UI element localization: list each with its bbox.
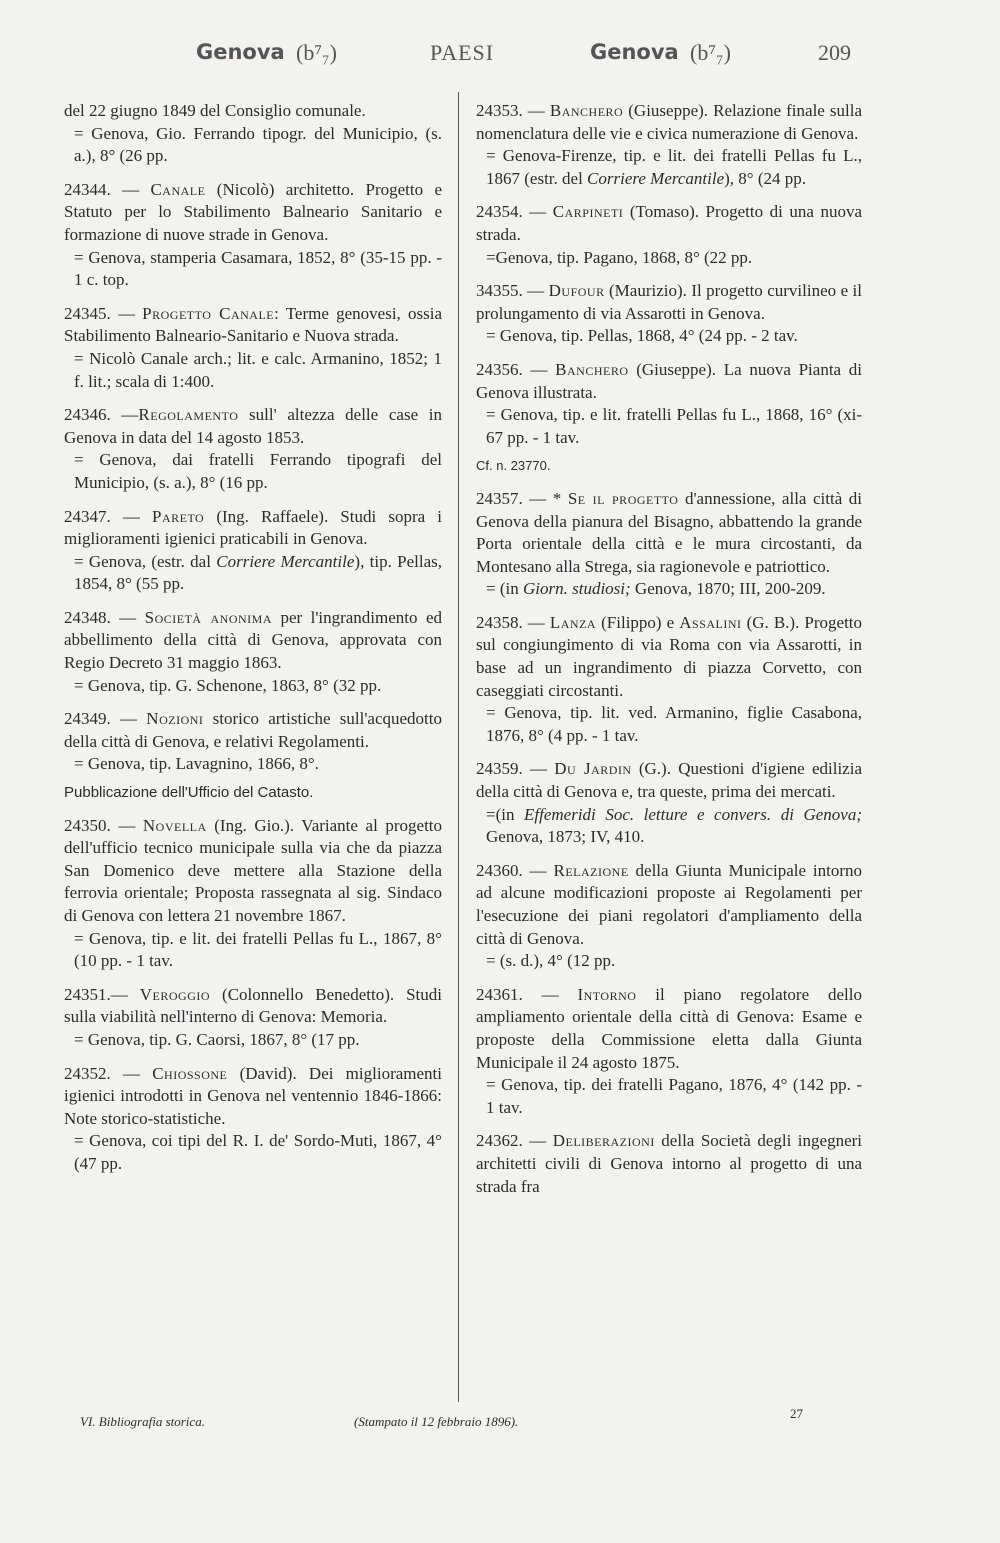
bibliography-entry (64, 815, 442, 973)
entry-body (64, 303, 442, 348)
entry-text: (Ing. Raffaele). Studi sopra i miglioramenti igienici praticabili in Genova. (64, 506, 442, 549)
bibliography-entry (64, 984, 442, 1052)
entry-number: 24362. — (476, 1131, 553, 1151)
entry-author: Du Jardin (554, 759, 632, 779)
entry-imprint: =Genova, tip. Pagano, 1868, 8° (22 pp. (486, 247, 753, 267)
entry-imprint: = Genova, tip. dei fratelli Pagano, 1876, 4° (142 pp. - 1 tav. (486, 1075, 862, 1117)
entry-body (64, 607, 442, 675)
cross-reference-note: Cf. n. 23770. (476, 458, 551, 474)
entry-body (64, 404, 442, 449)
entry-author: Pareto (151, 506, 205, 526)
entry-imprint: = Genova, coi tipi del R. I. de' Sordo-Muti, 1867, 4° (47 pp. (74, 1131, 442, 1173)
entry-imprint: = Genova, tip. e lit. dei fratelli Pellas fu L., 1867, 8° (10 pp. - 1 tav. (74, 928, 442, 971)
entry-imprint: = Genova, Gio. Ferrando tipogr. del Municipio, (s. a.), 8° (26 pp. (74, 123, 442, 166)
periodical-title: Corriere Mercantile (587, 168, 725, 188)
header-right-title: Genova (590, 40, 679, 64)
entry-number: 24348. — (64, 607, 145, 627)
entry-author: Lanza (549, 612, 597, 632)
bibliography-entry (476, 984, 862, 1120)
entry-author: Carpineti (552, 202, 624, 222)
entry-author: Deliberazioni (552, 1131, 655, 1151)
entry-number: 24357. — * (476, 488, 568, 508)
entry-number: 24344. — (64, 179, 151, 199)
imprint-text: ), tip. Pellas, 1854, 8° (55 pp. (74, 551, 443, 594)
imprint-text: = Genova, (estr. dal (74, 551, 217, 571)
footer-print-date: (Stampato il 12 febbraio 1896). (354, 1414, 519, 1429)
entry-author: Società anonima (144, 607, 273, 627)
entry-number: 24349. — (64, 709, 147, 729)
entry-author: Novella (142, 815, 207, 835)
entry-number: 24350. — (64, 815, 143, 835)
entry-number: 24346. — (64, 405, 139, 425)
entry-number: 24359. — (476, 759, 555, 779)
bibliography-entry (64, 1063, 442, 1176)
entry-number: 24345. — (64, 303, 143, 323)
imprint-text: = Genova-Firenze, tip. e lit. dei fratelli Pellas fu L., 1867 (estr. del (486, 146, 862, 188)
entry-text: (Ing. Gio.). Variante al progetto dell'ufficio tecnico municipale sulla via che da piazza San Domenico deve mettere alla Stazione della ferrovia orientale; Proposta rassegnata al sig. Sindaco di Genova con lettera 21 novembre 1867. (64, 815, 443, 925)
header-section-title: PAESI (430, 40, 495, 65)
entry-body (476, 1130, 862, 1198)
bibliography-entry (476, 488, 862, 601)
entry-number: 24361. — (476, 984, 578, 1004)
entry-text: del 22 giugno 1849 del Consiglio comunale. (64, 101, 366, 120)
entry-body (476, 359, 862, 404)
entry-imprint: = Genova, tip. lit. ved. Armanino, figlie Casabona, 1876, 8° (4 pp. - 1 tav. (486, 703, 862, 745)
imprint-text: Genova, 1870; III, 200-209. (630, 579, 826, 599)
entry-author: Veroggio (139, 984, 211, 1004)
imprint-text: = (in (486, 579, 523, 599)
entry-number: 24354. — (476, 202, 553, 222)
entry-note: Pubblicazione dell'Ufficio del Catasto. (64, 784, 314, 802)
entry-imprint: = Genova, tip. G. Schenone, 1863, 8° (32 pp. (74, 675, 382, 695)
entry-number: 24356. — (476, 359, 556, 379)
entry-body (476, 488, 862, 578)
bibliography-entry (64, 100, 442, 168)
entry-author: Regolamento (138, 405, 239, 425)
entry-text: (G. B.). Progetto sul congiungimento di via Roma con via Assarotti, in base ad un ingrandimento di piazza Corvetto, con caseggiati circostanti. (476, 612, 863, 700)
entry-author: Banchero (549, 101, 624, 120)
entry-text: : Terme genovesi, ossia Stabilimento Balneario-Sanitario e Nuova strada. (64, 303, 442, 346)
entry-imprint: = Genova, tip. Lavagnino, 1866, 8°. (74, 754, 319, 774)
entry-imprint: = Genova, stamperia Casamara, 1852, 8° (35-15 pp. - 1 c. top. (74, 247, 442, 290)
entry-author: Progetto Canale (142, 303, 275, 323)
entry-imprint: = Genova, tip. Pellas, 1868, 4° (24 pp. - 2 tav. (486, 326, 798, 346)
bibliography-entry (64, 179, 442, 292)
left-column (64, 100, 442, 1187)
entry-number: 24347. — (64, 506, 152, 526)
entry-body (64, 179, 442, 247)
bibliography-entry (476, 860, 862, 973)
entry-body (476, 612, 862, 702)
entry-text: della Giunta Municipale intorno ad alcune modificazioni proposte ai Regolamenti per l'esecuzione dei piani regolatori d'ampliamento della città di Genova. (476, 860, 862, 948)
entry-number: 24351.— (64, 984, 140, 1004)
bibliography-entry (64, 607, 442, 697)
imprint-text: =(in (486, 804, 525, 824)
entry-author: Banchero (555, 359, 629, 379)
entry-imprint: = Genova, dai fratelli Ferrando tipografi del Municipio, (s. a.), 8° (16 pp. (74, 450, 442, 492)
entry-imprint (476, 145, 862, 190)
bibliography-entry (476, 612, 862, 748)
entry-text: (Giuseppe). La nuova Pianta di Genova illustrata. (476, 359, 863, 402)
entry-text: (Maurizio). Il progetto curvilineo e il prolungamento di via Assarotti in Genova. (476, 281, 863, 323)
right-column (476, 100, 862, 1209)
header-right-subtitle: (b⁷₇) (690, 40, 731, 65)
entry-body (64, 984, 442, 1029)
header-left-title: Genova (196, 40, 285, 64)
periodical-title: Giorn. studiosi; (522, 579, 631, 599)
entry-number: 34355. — (476, 281, 549, 301)
entry-text: (Filippo) e (596, 612, 680, 632)
entry-text: (G.). Questioni d'igiene edilizia della città di Genova e, tra queste, prima dei mercati. (476, 759, 862, 802)
entry-body (476, 280, 862, 325)
periodical-title: Corriere Mercantile (216, 551, 355, 571)
running-header (0, 40, 1000, 76)
entry-author: Relazione (553, 860, 629, 880)
entry-body (64, 100, 442, 123)
entry-author: Chiossone (152, 1063, 228, 1083)
entry-body (476, 984, 862, 1074)
entry-imprint: = Nicolò Canale arch.; lit. e calc. Armanino, 1852; 1 f. lit.; scala di 1:400. (74, 348, 442, 391)
bibliography-entry (476, 280, 862, 348)
entry-body (476, 860, 862, 950)
entry-number: 24352. — (64, 1063, 153, 1083)
entry-text: della Società degli ingegneri architetti civili di Genova intorno al progetto di una strada fra (476, 1131, 863, 1196)
entry-author: Se il progetto (567, 488, 679, 508)
entry-body (64, 506, 442, 551)
entry-imprint (476, 578, 862, 601)
bibliography-entry (476, 201, 862, 269)
entry-imprint (476, 804, 862, 849)
page-number: 209 (818, 40, 851, 65)
entry-body (476, 758, 862, 803)
entry-text: (Giuseppe). Relazione finale sulla nomenclatura delle vie e civica numerazione di Genova. (476, 101, 862, 143)
imprint-text: ), 8° (24 pp. (724, 168, 806, 188)
bibliography-entry (64, 708, 442, 776)
entry-text: d'annessione, alla città di Genova della pianura del Bisagno, abbattendo la grande Porta orientale della città e le mura circostanti, da Montesano alla Strega, sia ragionevole e patriottico. (476, 488, 863, 576)
periodical-title: Effemeridi Soc. letture e convers. di Genova; (524, 804, 862, 824)
bibliography-entry (476, 1130, 862, 1198)
entry-text: (Tomaso). Progetto di una nuova strada. (476, 202, 862, 244)
entry-author: Dufour (548, 281, 605, 301)
entry-coauthor: Assalini (679, 612, 742, 632)
bibliography-entry (476, 100, 862, 190)
bibliography-entry (64, 303, 442, 393)
entry-author: Intorno (577, 984, 637, 1004)
header-left-subtitle: (b⁷₇) (296, 40, 337, 65)
entry-number: 24358. — (476, 612, 550, 632)
bibliography-entry (476, 359, 862, 449)
entry-imprint (64, 551, 442, 596)
entry-body (64, 1063, 442, 1131)
entry-text: il piano regolatore dello ampliamento orientale della città di Genova: Esame e proposte della Commissione eletta dalla Giunta Municipale il 24 agosto 1875. (476, 984, 862, 1072)
page-footer (0, 1406, 1000, 1438)
entry-text: sull' altezza delle case in Genova in data del 14 agosto 1853. (64, 405, 443, 447)
entry-number: 24353. — (476, 101, 550, 120)
entry-imprint: = (s. d.), 4° (12 pp. (486, 951, 616, 971)
entry-author: Nozioni (146, 709, 204, 729)
column-divider (458, 92, 459, 1402)
entry-body (64, 708, 442, 753)
entry-text: (David). Dei miglioramenti igienici introdotti in Genova nel ventennio 1846-1866: Note storico-statistiche. (64, 1063, 442, 1128)
bibliography-entry (64, 506, 442, 596)
bibliography-entry (476, 758, 862, 848)
entry-text: storico artistiche sull'acquedotto della città di Genova, e relativi Regolamenti. (64, 709, 442, 751)
entry-body (476, 100, 862, 145)
entry-imprint: = Genova, tip. G. Caorsi, 1867, 8° (17 pp. (74, 1029, 360, 1049)
bibliography-entry (64, 404, 442, 494)
entry-number: 24360. — (476, 860, 554, 880)
entry-text: (Nicolò) architetto. Progetto e Statuto per lo Stabilimento Balneario Sanitario e formazione di nuove strade in Genova. (64, 179, 442, 244)
entry-author: Canale (150, 179, 206, 199)
footer-section-label: VI. Bibliografia storica. (80, 1414, 205, 1429)
entry-body (64, 815, 442, 928)
entry-imprint: = Genova, tip. e lit. fratelli Pellas fu L., 1868, 16° (xi-67 pp. - 1 tav. (486, 405, 862, 447)
entry-text: per l'ingrandimento ed abbellimento della città di Genova, approvata con Regio Decreto 31 maggio 1863. (64, 607, 443, 673)
footer-signature-number: 27 (790, 1406, 803, 1421)
entry-text: (Colonnello Benedetto). Studi sulla viabilità nell'interno di Genova: Memoria. (64, 984, 443, 1027)
entry-body (476, 201, 862, 246)
imprint-text: Genova, 1873; IV, 410. (486, 827, 645, 847)
